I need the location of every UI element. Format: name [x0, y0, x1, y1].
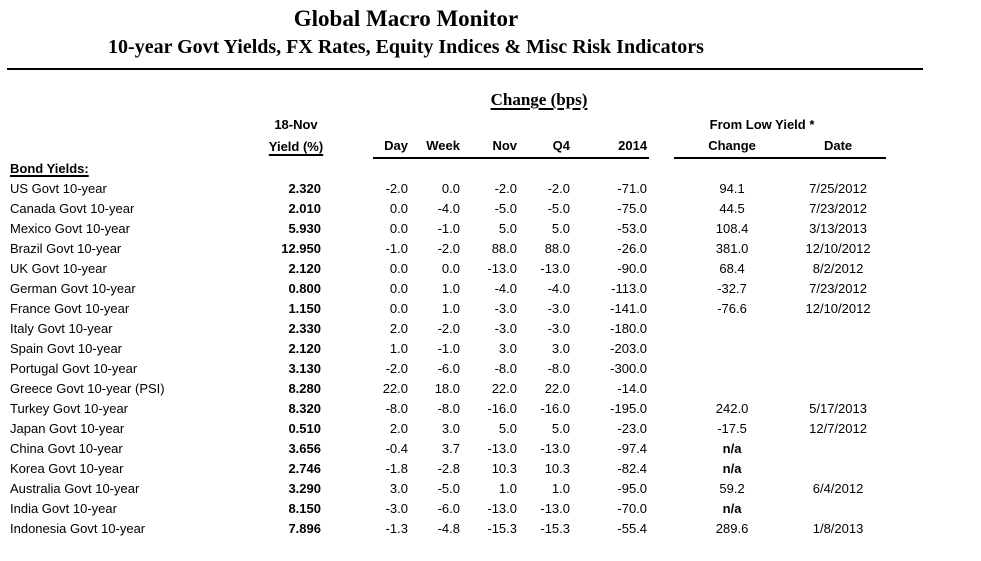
week-change-value: -8.0 — [437, 400, 460, 416]
gap-cell — [649, 338, 674, 358]
header-row-change-bps — [0, 86, 981, 110]
from-low-yield-header-cell — [674, 110, 886, 132]
header-spacer — [649, 110, 674, 132]
nov-change-value: 5.0 — [498, 220, 517, 236]
nov-change-value: 10.3 — [491, 460, 517, 476]
gap-cell — [649, 498, 674, 518]
yield-value: 2.010 — [288, 200, 321, 216]
gap-cell — [886, 278, 981, 298]
gap-cell — [649, 378, 674, 398]
bond-yields-table — [0, 86, 981, 538]
table-row — [0, 238, 981, 258]
gap-cell — [649, 418, 674, 438]
column-header-nov: Nov — [462, 132, 519, 158]
2014-change-value: -97.4 — [617, 440, 648, 456]
gap-cell — [649, 238, 674, 258]
gap-cell — [337, 278, 373, 298]
nov-change-value: 3.0 — [498, 340, 517, 356]
week-change-value: 1.0 — [441, 300, 460, 316]
table-row — [0, 458, 981, 478]
gap-cell — [337, 438, 373, 458]
table-row — [0, 218, 981, 238]
gap-cell — [886, 418, 981, 438]
row-label: India Govt 10-year — [10, 500, 117, 516]
header-spacer — [373, 110, 649, 132]
from-low-yield-label: From Low Yield * — [709, 117, 815, 132]
from-low-date-value — [790, 318, 886, 338]
q4-change-value: -3.0 — [547, 320, 570, 336]
gap-cell — [886, 178, 981, 198]
from-low-date-value: 7/23/2012 — [809, 200, 867, 216]
gap-cell — [337, 298, 373, 318]
week-change-value: -1.0 — [437, 220, 460, 236]
header-spacer — [0, 86, 373, 110]
q4-change-value: 22.0 — [544, 380, 570, 396]
row-label: Portugal Govt 10-year — [10, 360, 138, 376]
nov-change-value: -13.0 — [487, 260, 517, 276]
2014-change-value: -141.0 — [610, 300, 648, 316]
table-row — [0, 298, 981, 318]
gap-cell — [886, 258, 981, 278]
day-change-value: -8.0 — [385, 400, 408, 416]
week-change-value: -2.8 — [437, 460, 460, 476]
section-label-cell — [0, 158, 981, 178]
from-low-date-value: 12/7/2012 — [809, 420, 867, 436]
table-row — [0, 418, 981, 438]
nov-change-value: -13.0 — [487, 500, 517, 516]
nov-change-value: -3.0 — [494, 320, 517, 336]
from-low-change-value: 59.2 — [719, 480, 745, 496]
gap-cell — [649, 458, 674, 478]
gap-cell — [886, 358, 981, 378]
nov-change-value: -16.0 — [487, 400, 517, 416]
nov-change-value: -15.3 — [487, 520, 517, 536]
row-label: Australia Govt 10-year — [10, 480, 140, 496]
column-header-change: Change — [674, 132, 790, 158]
nov-change-value: -3.0 — [494, 300, 517, 316]
from-low-date-value: 7/25/2012 — [809, 180, 867, 196]
from-low-date-value — [790, 498, 886, 518]
week-change-value: -6.0 — [437, 360, 460, 376]
from-low-change-value: n/a — [722, 440, 742, 456]
q4-change-value: -3.0 — [547, 300, 570, 316]
table-row — [0, 438, 981, 458]
day-change-value: -1.3 — [385, 520, 408, 536]
nov-change-value: 22.0 — [491, 380, 517, 396]
day-change-value: 22.0 — [382, 380, 408, 396]
gap-cell — [337, 478, 373, 498]
from-low-change-value: n/a — [722, 500, 742, 516]
yield-percent-label: Yield (%) — [268, 139, 324, 154]
2014-change-value: -300.0 — [610, 360, 648, 376]
day-change-value: -2.0 — [385, 360, 408, 376]
2014-change-value: -55.4 — [617, 520, 648, 536]
gap-cell — [337, 398, 373, 418]
gap-cell — [886, 198, 981, 218]
yield-value: 1.150 — [288, 300, 321, 316]
row-label: China Govt 10-year — [10, 440, 123, 456]
gap-cell — [337, 378, 373, 398]
q4-change-value: -4.0 — [547, 280, 570, 296]
header-row-columns — [0, 132, 981, 158]
q4-change-value: -2.0 — [547, 180, 570, 196]
from-low-change-value: -76.6 — [717, 300, 747, 316]
gap-cell — [649, 178, 674, 198]
q4-change-value: 3.0 — [551, 340, 570, 356]
gap-cell — [886, 218, 981, 238]
week-change-value: -2.0 — [437, 320, 460, 336]
gap-cell — [337, 238, 373, 258]
2014-change-value: -26.0 — [617, 240, 648, 256]
day-change-value: -1.8 — [385, 460, 408, 476]
column-header-date: Date — [790, 132, 886, 158]
gap-cell — [337, 458, 373, 478]
yield-value: 3.130 — [288, 360, 321, 376]
from-low-change-value: -17.5 — [717, 420, 747, 436]
gap-cell — [337, 518, 373, 538]
from-low-date-value: 12/10/2012 — [805, 240, 871, 256]
week-change-value: 1.0 — [441, 280, 460, 296]
nov-change-value: -8.0 — [494, 360, 517, 376]
from-low-change-value: 289.6 — [715, 520, 749, 536]
table-row — [0, 478, 981, 498]
header-spacer — [649, 132, 674, 158]
header-spacer — [886, 110, 981, 132]
table-row — [0, 278, 981, 298]
header-spacer — [337, 132, 373, 158]
yield-value: 0.510 — [288, 420, 321, 436]
gap-cell — [649, 398, 674, 418]
gap-cell — [337, 358, 373, 378]
table-row — [0, 178, 981, 198]
yield-value: 2.746 — [288, 460, 321, 476]
week-change-value: -4.0 — [437, 200, 460, 216]
from-low-change-value: 94.1 — [719, 180, 745, 196]
from-low-change-value — [674, 378, 790, 398]
week-change-value: 3.0 — [441, 420, 460, 436]
day-change-value: 0.0 — [389, 200, 408, 216]
table-row — [0, 378, 981, 398]
gap-cell — [886, 478, 981, 498]
from-low-date-value: 6/4/2012 — [812, 480, 864, 496]
header-row-upper — [0, 110, 981, 132]
week-change-value: 0.0 — [441, 180, 460, 196]
gap-cell — [886, 458, 981, 478]
day-change-value: 1.0 — [389, 340, 408, 356]
from-low-change-value — [674, 358, 790, 378]
yield-value: 12.950 — [281, 240, 321, 256]
gap-cell — [649, 298, 674, 318]
2014-change-value: -95.0 — [617, 480, 648, 496]
change-bps-label: Change (bps) — [490, 90, 588, 109]
row-label: Canada Govt 10-year — [10, 200, 135, 216]
gap-cell — [337, 498, 373, 518]
q4-change-value: -5.0 — [547, 200, 570, 216]
table-body — [0, 158, 981, 538]
table-row — [0, 518, 981, 538]
2014-change-value: -195.0 — [610, 400, 648, 416]
week-change-value: 0.0 — [441, 260, 460, 276]
row-label: Brazil Govt 10-year — [10, 240, 122, 256]
q4-change-value: -16.0 — [540, 400, 570, 416]
from-low-change-value — [674, 318, 790, 338]
2014-change-value: -113.0 — [611, 280, 648, 296]
from-low-date-value — [790, 358, 886, 378]
2014-change-value: -203.0 — [610, 340, 648, 356]
gap-cell — [649, 198, 674, 218]
page-title: Global Macro Monitor — [293, 6, 519, 31]
nov-change-value: -4.0 — [494, 280, 517, 296]
row-label: UK Govt 10-year — [10, 260, 107, 276]
table-row — [0, 358, 981, 378]
day-change-value: 2.0 — [389, 420, 408, 436]
q4-change-value: -15.3 — [540, 520, 570, 536]
from-low-date-value: 5/17/2013 — [809, 400, 867, 416]
2014-change-value: -90.0 — [617, 260, 648, 276]
2014-change-value: -23.0 — [617, 420, 648, 436]
gap-cell — [649, 518, 674, 538]
gap-cell — [886, 518, 981, 538]
2014-change-value: -82.4 — [617, 460, 648, 476]
row-label: Turkey Govt 10-year — [10, 400, 129, 416]
yield-value: 5.930 — [288, 220, 321, 236]
column-header-day: Day — [373, 132, 410, 158]
table-header — [0, 86, 981, 158]
yield-value: 8.320 — [288, 400, 321, 416]
gap-cell — [337, 218, 373, 238]
q4-change-value: -13.0 — [540, 260, 570, 276]
from-low-change-value: 242.0 — [715, 400, 749, 416]
from-low-change-value: n/a — [722, 460, 742, 476]
week-change-value: -6.0 — [437, 500, 460, 516]
gap-cell — [649, 278, 674, 298]
day-change-value: 0.0 — [389, 300, 408, 316]
table-row — [0, 258, 981, 278]
nov-change-value: 1.0 — [498, 480, 517, 496]
row-label: Indonesia Govt 10-year — [10, 520, 146, 536]
q4-change-value: 88.0 — [544, 240, 570, 256]
day-change-value: 0.0 — [389, 220, 408, 236]
row-label: German Govt 10-year — [10, 280, 136, 296]
yield-value: 0.800 — [288, 280, 321, 296]
report-header — [0, 0, 812, 61]
from-low-date-value — [790, 338, 886, 358]
from-low-date-value: 12/10/2012 — [805, 300, 871, 316]
gap-cell — [337, 318, 373, 338]
gap-cell — [337, 178, 373, 198]
from-low-change-value: -32.7 — [717, 280, 747, 296]
column-header-week: Week — [410, 132, 462, 158]
2014-change-value: -180.0 — [610, 320, 648, 336]
from-low-date-value: 8/2/2012 — [812, 260, 864, 276]
table-row — [0, 398, 981, 418]
from-low-change-value: 108.4 — [715, 220, 749, 236]
week-change-value: 3.7 — [441, 440, 460, 456]
gap-cell — [649, 438, 674, 458]
table-row — [0, 498, 981, 518]
gap-cell — [649, 318, 674, 338]
week-change-value: -4.8 — [437, 520, 460, 536]
2014-change-value: -71.0 — [617, 180, 648, 196]
2014-change-value: -53.0 — [617, 220, 648, 236]
gap-cell — [886, 318, 981, 338]
row-label: Korea Govt 10-year — [10, 460, 124, 476]
yield-header-line2 — [255, 132, 337, 158]
from-low-change-value: 68.4 — [719, 260, 745, 276]
from-low-date-value — [790, 458, 886, 478]
2014-change-value: -14.0 — [617, 380, 648, 396]
column-header-2014: 2014 — [572, 132, 649, 158]
nov-change-value: -5.0 — [494, 200, 517, 216]
gap-cell — [886, 298, 981, 318]
change-bps-header-cell — [373, 86, 649, 110]
2014-change-value: -75.0 — [617, 200, 648, 216]
gap-cell — [337, 258, 373, 278]
q4-change-value: 5.0 — [551, 220, 570, 236]
gap-cell — [649, 358, 674, 378]
gap-cell — [886, 398, 981, 418]
day-change-value: -2.0 — [385, 180, 408, 196]
q4-change-value: 5.0 — [551, 420, 570, 436]
day-change-value: -3.0 — [385, 500, 408, 516]
gap-cell — [886, 438, 981, 458]
yield-header-line1: 18-Nov — [274, 117, 318, 132]
yield-value: 7.896 — [288, 520, 321, 536]
2014-change-value: -70.0 — [617, 500, 648, 516]
from-low-date-value: 7/23/2012 — [809, 280, 867, 296]
week-change-value: -1.0 — [437, 340, 460, 356]
day-change-value: 3.0 — [389, 480, 408, 496]
from-low-change-value: 44.5 — [719, 200, 745, 216]
week-change-value: -2.0 — [437, 240, 460, 256]
page-subtitle: 10-year Govt Yields, FX Rates, Equity Indices & Misc Risk Indicators — [108, 36, 704, 58]
header-divider — [7, 68, 923, 70]
gap-cell — [649, 258, 674, 278]
row-label: US Govt 10-year — [10, 180, 107, 196]
week-change-value: 18.0 — [434, 380, 460, 396]
yield-value: 2.120 — [288, 340, 321, 356]
q4-change-value: -13.0 — [540, 440, 570, 456]
row-label: France Govt 10-year — [10, 300, 130, 316]
gap-cell — [649, 478, 674, 498]
gap-cell — [886, 498, 981, 518]
from-low-date-value — [790, 378, 886, 398]
header-spacer — [337, 110, 373, 132]
yield-value: 3.290 — [288, 480, 321, 496]
day-change-value: 2.0 — [389, 320, 408, 336]
row-label: Mexico Govt 10-year — [10, 220, 130, 236]
gap-cell — [337, 198, 373, 218]
table-row — [0, 338, 981, 358]
nov-change-value: -13.0 — [487, 440, 517, 456]
row-label: Japan Govt 10-year — [10, 420, 125, 436]
q4-change-value: 1.0 — [551, 480, 570, 496]
from-low-date-value: 1/8/2013 — [812, 520, 864, 536]
week-change-value: -5.0 — [437, 480, 460, 496]
q4-change-value: -13.0 — [540, 500, 570, 516]
yield-value: 2.120 — [288, 260, 321, 276]
day-change-value: 0.0 — [389, 260, 408, 276]
table-row — [0, 318, 981, 338]
row-label: Greece Govt 10-year (PSI) — [10, 380, 165, 396]
gap-cell — [337, 338, 373, 358]
yield-value: 8.280 — [288, 380, 321, 396]
column-header-q4: Q4 — [519, 132, 572, 158]
day-change-value: 0.0 — [389, 280, 408, 296]
day-change-value: -1.0 — [385, 240, 408, 256]
from-low-date-value: 3/13/2013 — [809, 220, 867, 236]
gap-cell — [337, 418, 373, 438]
yield-value: 2.330 — [288, 320, 321, 336]
row-label: Italy Govt 10-year — [10, 320, 113, 336]
bond-yields-section-label: Bond Yields: — [10, 161, 89, 176]
gap-cell — [886, 338, 981, 358]
from-low-change-value — [674, 338, 790, 358]
row-label: Spain Govt 10-year — [10, 340, 123, 356]
table-row — [0, 198, 981, 218]
day-change-value: -0.4 — [385, 440, 408, 456]
gap-cell — [649, 218, 674, 238]
nov-change-value: 88.0 — [491, 240, 517, 256]
header-spacer — [649, 86, 981, 110]
section-row — [0, 158, 981, 178]
from-low-date-value — [790, 438, 886, 458]
q4-change-value: -8.0 — [547, 360, 570, 376]
yield-value: 2.320 — [288, 180, 321, 196]
header-spacer — [0, 132, 255, 158]
gap-cell — [886, 238, 981, 258]
nov-change-value: -2.0 — [494, 180, 517, 196]
from-low-change-value: 381.0 — [715, 240, 749, 256]
nov-change-value: 5.0 — [498, 420, 517, 436]
header-spacer — [886, 132, 981, 158]
gap-cell — [886, 378, 981, 398]
yield-value: 3.656 — [288, 440, 321, 456]
q4-change-value: 10.3 — [544, 460, 570, 476]
header-spacer — [0, 110, 255, 132]
yield-value: 8.150 — [288, 500, 321, 516]
